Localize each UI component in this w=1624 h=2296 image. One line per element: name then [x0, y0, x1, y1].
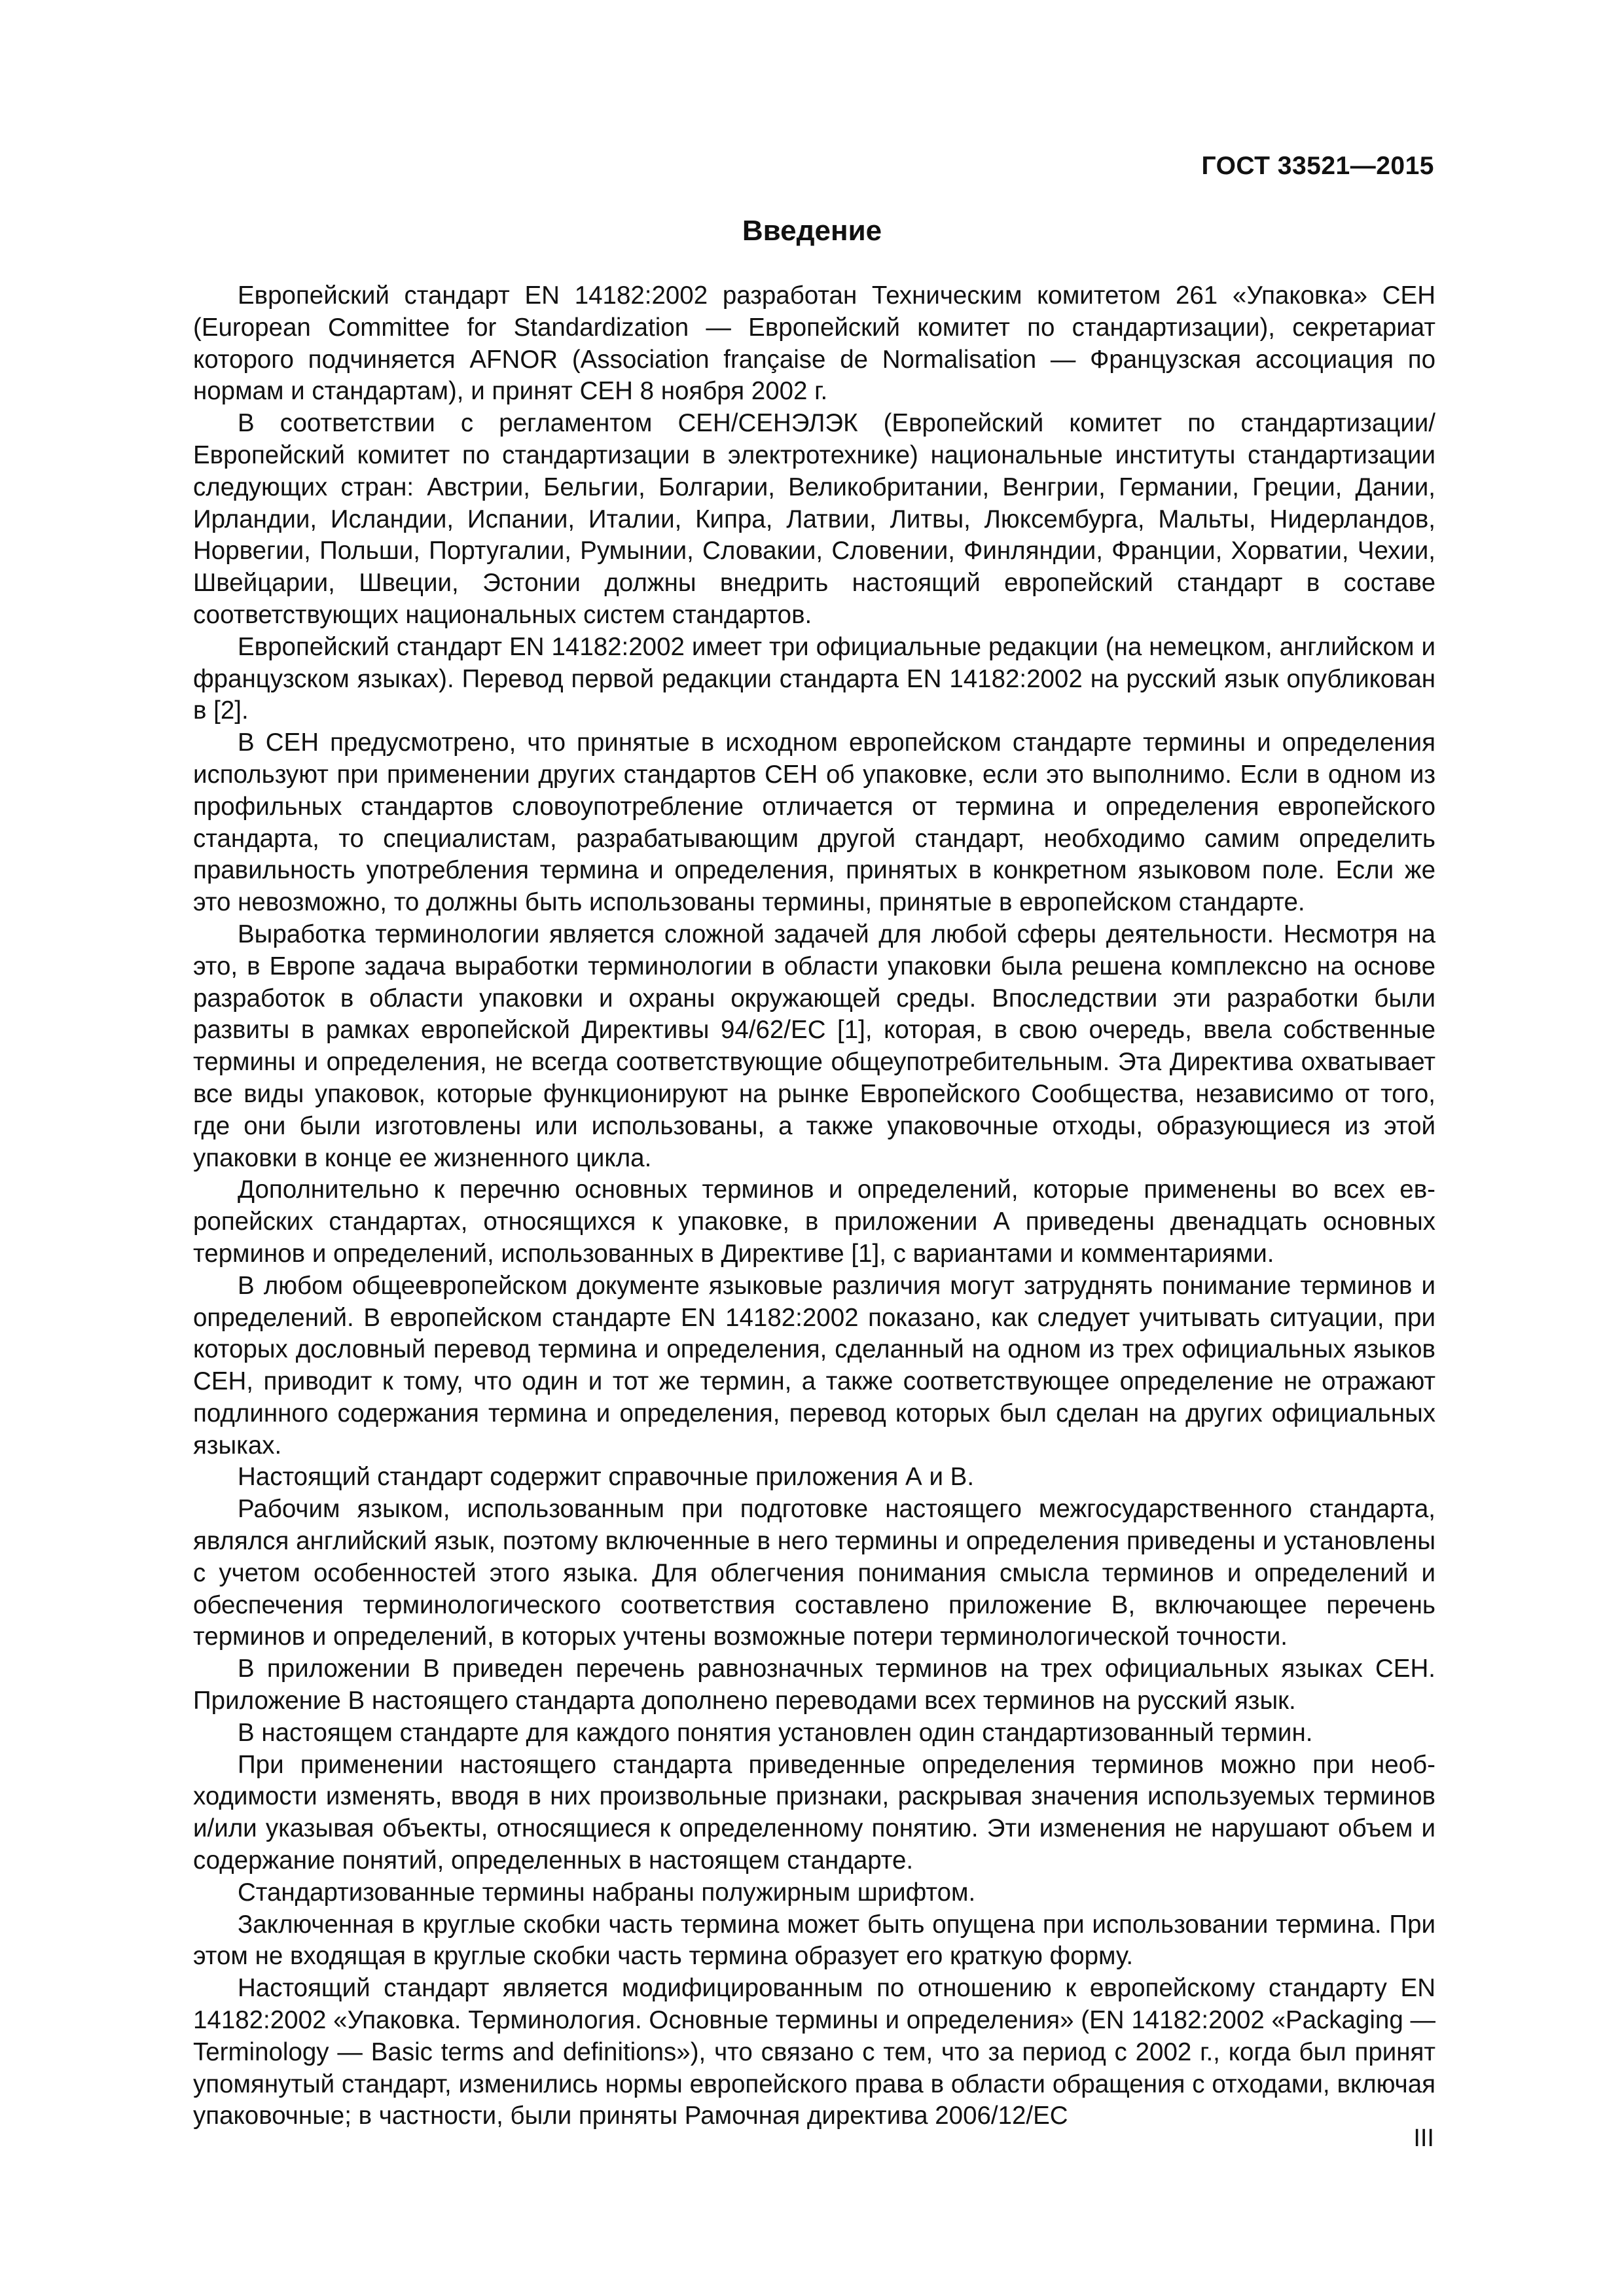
body-text	[193, 280, 1435, 2132]
paragraph: Рабочим языком, использованным при подготовке настоящего межгосударственного стандарта, являлся английский язык, поэтому включенные в него термины и определения приведены и установлены с учетом особенностей этого языка. Для облегчения понимания смысла терминов и определений и обеспечения терминологического соответствия составлено приложение В, включающее перечень терминов и определений, в которых учтены возможные потери терминологической точности.	[193, 1495, 1435, 1651]
paragraph: В соответствии с регламентом СЕН/СЕНЭЛЭК (Европейский комитет по стандартизации/Европейский комитет по стандартизации в электротехнике) национальные институты стандартизации следующих стран: Австрии, Бельгии, Болгарии, Великобритании, Венгрии, Германии, Греции, Дании, Ирландии, Исландии, Испании, Италии, Кипра, Латвии, Литвы, Люксембурга, Мальты, Нидерландов, Норвегии, Польши, Португалии, Румынии, Словакии, Словении, Финляндии, Франции, Хорватии, Чехии, Швейцарии, Швеции, Эстонии должны внедрить настоящий европейский стандарт в составе соответствующих национальных систем стандартов.	[193, 409, 1435, 629]
paragraph: Дополнительно к перечню основных терминов и определений, которые применены во всех европейских стандартах, относящихся к упаковке, в приложении А приведены двенадцать основных терминов и определений, использованных в Директиве [1], с вариантами и комментариями.	[193, 1175, 1435, 1268]
paragraph: Европейский стандарт EN 14182:2002 имеет три официальные редакции (на немецком, английском и французском языках). Перевод первой редакции стандарта EN 14182:2002 на русский язык опубликован в [2].	[193, 632, 1435, 725]
paragraph: Заключенная в круглые скобки часть термина может быть опущена при использовании термина. При этом не входящая в круглые скобки часть термина образует его краткую форму.	[193, 1910, 1435, 1971]
paragraph: В любом общеевропейском документе языковые различия могут затруднять понимание терминов и определений. В европейском стандарте EN 14182:2002 показано, как следует учитывать ситуации, при которых дословный перевод термина и определения, сделанный на одном из трех официальных языков СЕН, приводит к тому, что один и тот же термин, а также соответствующее определение не отражают подлинного содержания термина и определения, перевод которых был сделан на других официальных языках.	[193, 1271, 1435, 1460]
document-code: ГОСТ 33521—2015	[1201, 152, 1434, 180]
paragraph: При применении настоящего стандарта приведенные определения терминов можно при необходимости изменять, вводя в них произвольные признаки, раскрывая значения используемых терминов и/или указывая объекты, относящиеся к определенному понятию. Эти изменения не нарушают объем и содержание понятий, определенных в настоящем стандарте.	[193, 1750, 1435, 1875]
page-number: III	[1413, 2125, 1434, 2152]
paragraph: В СЕН предусмотрено, что принятые в исходном европейском стандарте термины и определения используют при применении других стандартов СЕН об упаковке, если это выполнимо. Если в одном из профильных стандартов словоупотребление отличается от термина и определения европейского стандарта, то специалистам, разрабатывающим другой стандарт, необходимо самим определить правильность употребления термина и определения, принятых в конкретном языковом поле. Если же это невозможно, то должны быть использованы термины, принятые в европейском стандарте.	[193, 728, 1435, 917]
paragraph: Настоящий стандарт содержит справочные приложения А и В.	[238, 1463, 975, 1492]
section-title: Введение	[742, 215, 882, 247]
paragraph: Выработка терминологии является сложной задачей для любой сферы деятельности. Несмотря на это, в Европе задача выработки терминологии в области упаковки была решена комплексно на основе разработок в области упаковки и охраны окружающей среды. Впоследствии эти разработки были развиты в рамках европейской Директивы 94/62/ЕС [1], которая, в свою очередь, ввела собственные термины и определения, не всегда соответствующие общеупотребительным. Эта Директива охватывает все виды упаковок, которые функционируют на рынке Европейского Сообщества, независимо от того, где они были изготовлены или использованы, а также упаковочные отходы, образующиеся из этой упаковки в конце ее жизненного цикла.	[193, 920, 1435, 1172]
paragraph: Стандартизованные термины набраны полужирным шрифтом.	[238, 1878, 976, 1907]
paragraph: Европейский стандарт EN 14182:2002 разработан Техническим комитетом 261 «Упаковка» СЕН (European Committee for Standardization — Европейский комитет по стандартизации), секретариат которого подчиняется AFNOR (Association française de Normalisation — Французская ассоциация по нормам и стандартам), и принят СЕН 8 ноября 2002 г.	[193, 281, 1435, 406]
paragraph: Настоящий стандарт является модифицированным по отношению к европейскому стандарту EN 14182:2002 «Упаковка. Терминология. Основные термины и определения» (EN 14182:2002 «Packaging — Terminology — Basic terms and definitions»), что связано с тем, что за период с 2002 г., когда был принят упомянутый стандарт, изменились нормы европейского права в области обращения с отходами, включая упаковочные; в частности, были приняты Рамочная директива 2006/12/ЕС	[193, 1974, 1435, 2130]
paragraph: В приложении В приведен перечень равнозначных терминов на трех официальных языках СЕН. Приложение В настоящего стандарта дополнено переводами всех терминов на русский язык.	[193, 1655, 1435, 1715]
paragraph: В настоящем стандарте для каждого понятия установлен один стандартизованный термин.	[238, 1718, 1313, 1747]
